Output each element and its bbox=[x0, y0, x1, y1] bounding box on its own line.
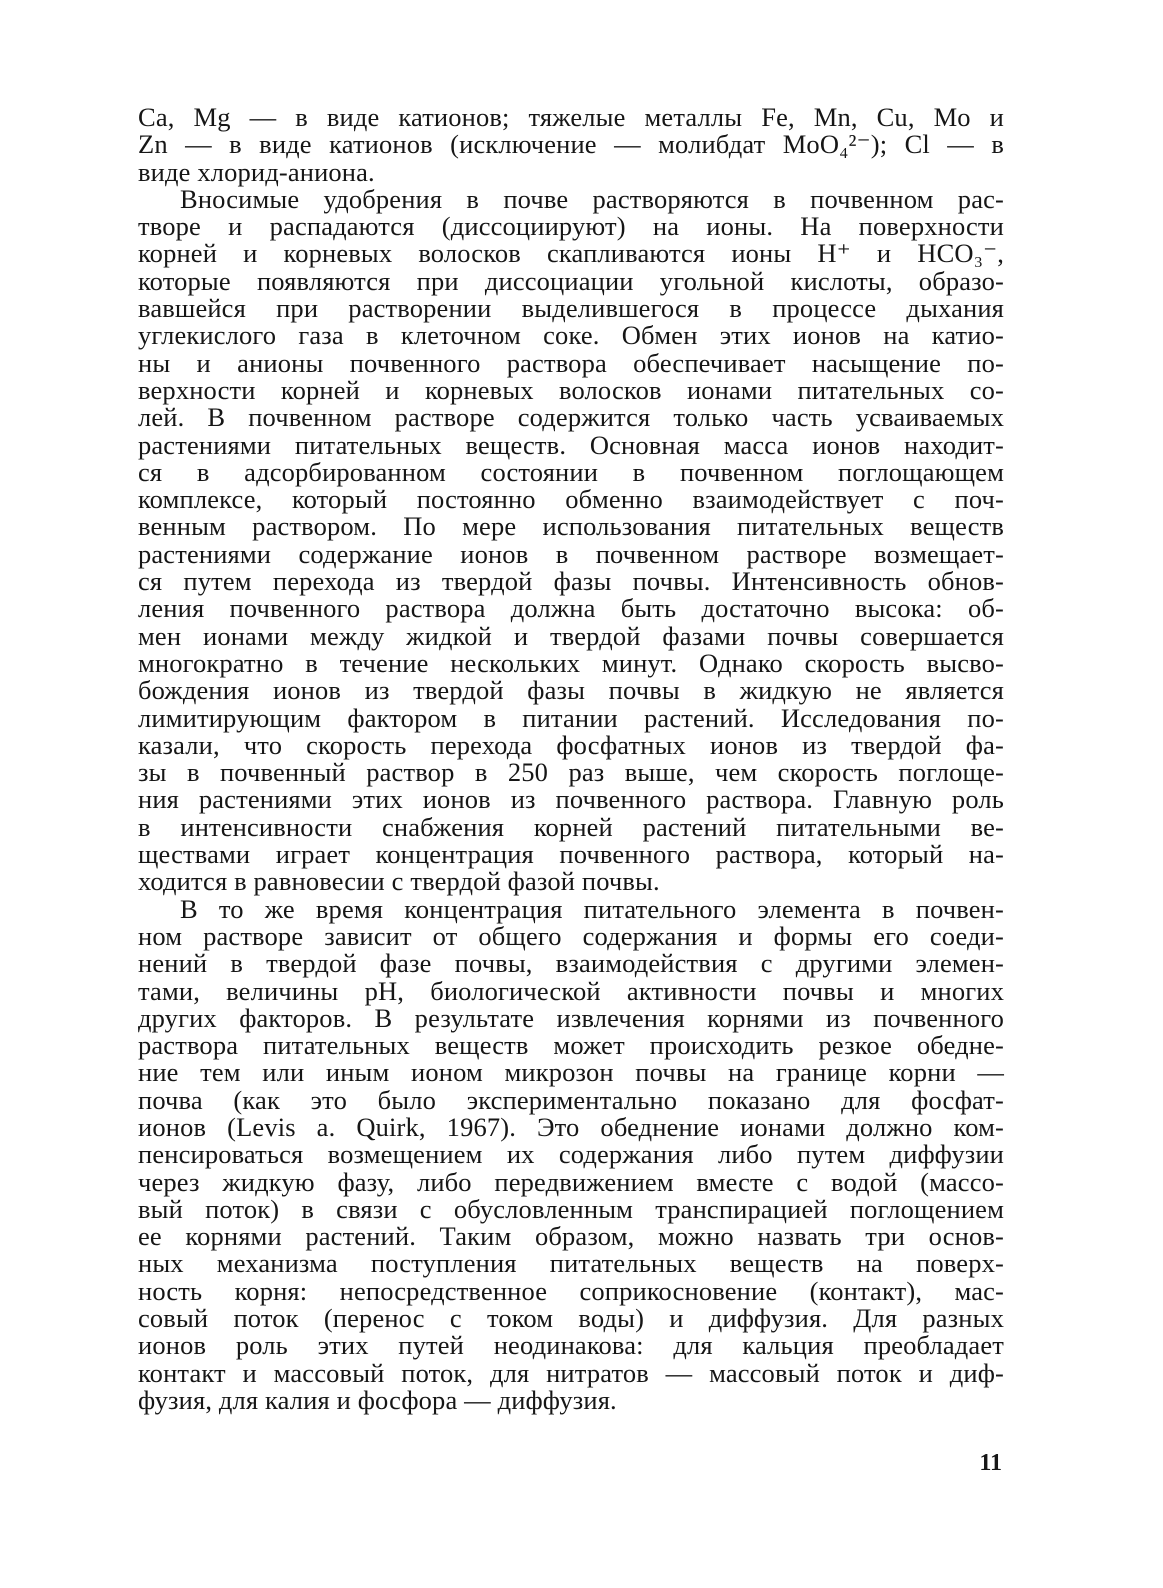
text-line: вый поток) в связи с обусловленным транспирацией поглощением bbox=[138, 1193, 1004, 1224]
text-line: пенсироваться возмещением их содержания либо путем диффузии bbox=[138, 1139, 1004, 1170]
text-line: В то же время концентрация питательного элемента в почвен- bbox=[180, 893, 1004, 924]
text-line: ность корня: непосредственное соприкосновение (контакт), мас- bbox=[138, 1275, 1004, 1306]
text-line: творе и распадаются (диссоциируют) на ионы. На поверхности bbox=[138, 211, 1004, 242]
text-line: ние тем или иным ионом микрозон почвы на границе корни — bbox=[138, 1057, 1004, 1088]
text-line: углекислого газа в клеточном соке. Обмен этих ионов на катио- bbox=[138, 320, 1004, 351]
text-line: ления почвенного раствора должна быть достаточно высока: об- bbox=[138, 593, 1004, 624]
text-line: бождения ионов из твердой фазы почвы в жидкую не является bbox=[138, 675, 1004, 706]
text-line: которые появляются при диссоциации угольной кислоты, образо- bbox=[138, 265, 1004, 296]
text-line: почва (как это было экспериментально показано для фосфат- bbox=[138, 1084, 1004, 1115]
text-line: вавшейся при растворении выделившегося в процессе дыхания bbox=[138, 293, 1004, 324]
text-line: ся в адсорбированном состоянии в почвенном поглощающем bbox=[138, 456, 1004, 487]
text-line: ходится в равновесии с твердой фазой почвы. bbox=[138, 866, 660, 897]
text-line: ном растворе зависит от общего содержания и формы его соеди- bbox=[138, 920, 1004, 951]
text-line: в интенсивности снабжения корней растений питательными ве- bbox=[138, 811, 1004, 842]
text-line: контакт и массовый поток, для нитратов — массовый поток и диф- bbox=[138, 1357, 1004, 1388]
text-line: тами, величины pH, биологической активности почвы и многих bbox=[138, 975, 1004, 1006]
text-line: ных механизма поступления питательных веществ на поверх- bbox=[138, 1248, 1004, 1279]
text-line: нений в твердой фазе почвы, взаимодействия с другими элемен- bbox=[138, 948, 1004, 979]
body-text bbox=[138, 104, 1004, 1414]
text-line: многократно в течение нескольких минут. Однако скорость высво- bbox=[138, 647, 1004, 678]
text-line: через жидкую фазу, либо передвижением вместе с водой (массо- bbox=[138, 1166, 1004, 1197]
text-line: казали, что скорость перехода фосфатных ионов из твердой фа- bbox=[138, 729, 1004, 760]
paragraph-nutrient-concentration bbox=[138, 893, 1004, 1415]
text-line: корней и корневых волосков скапливаются ионы H⁺ и HCO₃⁻, bbox=[138, 238, 1004, 269]
paragraph-continuation bbox=[138, 104, 1004, 186]
text-line: верхности корней и корневых волосков ионами питательных со- bbox=[138, 374, 1004, 405]
text-line: лимитирующим фактором в питании растений. Исследования по- bbox=[138, 702, 1004, 733]
text-line: ществами играет концентрация почвенного раствора, который на- bbox=[138, 839, 1004, 870]
text-line: ся путем перехода из твердой фазы почвы. Интенсивность обнов- bbox=[138, 566, 1004, 597]
text-line: ионов (Levis a. Quirk, 1967). Это обеднение ионами должно ком- bbox=[138, 1111, 1004, 1142]
text-line: виде хлорид-аниона. bbox=[138, 156, 375, 187]
text-line: мен ионами между жидкой и твердой фазами почвы совершается bbox=[138, 620, 1004, 651]
text-line: комплексе, который постоянно обменно взаимодействует с поч- bbox=[138, 484, 1004, 515]
text-line: Zn — в виде катионов (исключение — молибдат MoO₄²⁻); Cl — в bbox=[138, 129, 1004, 160]
text-line: совый поток (перенос с током воды) и диффузия. Для разных bbox=[138, 1303, 1004, 1334]
text-line: фузия, для калия и фосфора — диффузия. bbox=[138, 1384, 617, 1415]
text-line: лей. В почвенном растворе содержится только часть усваиваемых bbox=[138, 402, 1004, 433]
text-line: растениями содержание ионов в почвенном растворе возмещает- bbox=[138, 538, 1004, 569]
text-line: ионов роль этих путей неодинакова: для кальция преобладает bbox=[138, 1330, 1004, 1361]
page-number: 11 bbox=[979, 1450, 1002, 1476]
text-line: ния растениями этих ионов из почвенного раствора. Главную роль bbox=[138, 784, 1004, 815]
text-line: растениями питательных веществ. Основная масса ионов находит- bbox=[138, 429, 1004, 460]
text-line: ее корнями растений. Таким образом, можно назвать три основ- bbox=[138, 1221, 1004, 1252]
text-line: других факторов. В результате извлечения корнями из почвенного bbox=[138, 1002, 1004, 1033]
text-line: раствора питательных веществ может происходить резкое обедне- bbox=[138, 1030, 1004, 1061]
paragraph-fertilizer-dissolution bbox=[138, 183, 1004, 897]
text-line: зы в почвенный раствор в 250 раз выше, чем скорость поглоще- bbox=[138, 757, 1004, 788]
text-line: венным раствором. По мере использования питательных веществ bbox=[138, 511, 1004, 542]
text-line: ны и анионы почвенного раствора обеспечивает насыщение по- bbox=[138, 347, 1004, 378]
text-line: Вносимые удобрения в почве растворяются в почвенном рас- bbox=[180, 183, 1004, 214]
text-line: Ca, Mg — в виде катионов; тяжелые металлы Fe, Mn, Cu, Mo и bbox=[138, 102, 1004, 132]
